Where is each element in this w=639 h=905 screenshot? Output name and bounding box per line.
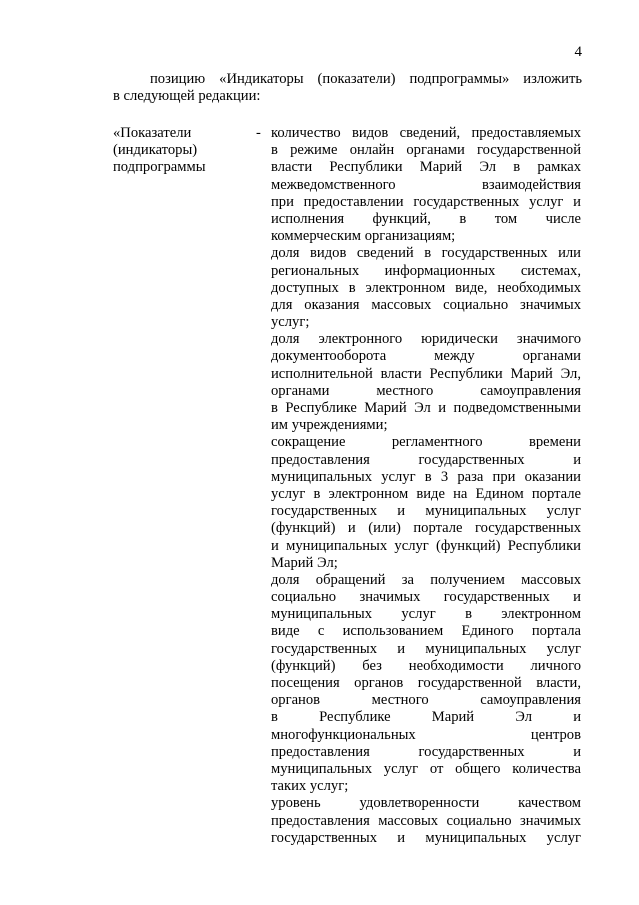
indicators-content — [271, 125, 581, 847]
page-number: 4 — [574, 44, 582, 60]
content-line: и муниципальных услуг (функций) Республики — [271, 537, 581, 554]
content-line: исполнительной власти Республики Марий Эл, — [271, 365, 581, 382]
content-line: документооборота между органами — [271, 348, 581, 365]
content-line: региональных информационных системах, — [271, 262, 581, 279]
content-line: посещения органов государственной власти, — [271, 675, 581, 691]
content-line: услуг; — [271, 314, 310, 331]
content-line: исполнения функций, в том числе — [271, 210, 581, 227]
content-line: доля обращений за получением массовых — [271, 571, 581, 588]
content-line: коммерческим организациям; — [271, 228, 456, 245]
content-line: (функций) и (или) портале государственных — [271, 520, 581, 537]
content-line: в Республике Марий Эл и — [271, 709, 581, 726]
content-line: сокращение регламентного времени — [271, 434, 581, 451]
content-line: межведомственного взаимодействия — [271, 176, 581, 193]
label-line-3: подпрограммы — [113, 159, 206, 176]
content-line: при предоставлении государственных услуг и — [271, 193, 581, 210]
content-line: количество видов сведений, предоставляемых — [271, 125, 581, 141]
content-line: многофункциональных центров — [271, 726, 581, 743]
content-line: предоставления государственных и — [271, 451, 581, 468]
content-line: муниципальных услуг в 3 раза при оказании — [271, 468, 581, 485]
content-line: для оказания массовых социально значимых — [271, 296, 581, 313]
intro-line-1: позицию «Индикаторы (показатели) подпрограммы» изложить — [150, 71, 582, 87]
content-line: социально значимых государственных и — [271, 589, 581, 606]
content-line: им учреждениями; — [271, 417, 388, 434]
intro-paragraph — [113, 71, 582, 105]
content-line: доступных в электронном виде, необходимых — [271, 279, 581, 296]
content-line: муниципальных услуг от общего количества — [271, 760, 581, 777]
content-line: государственных и муниципальных услуг — [271, 503, 581, 520]
content-line: предоставления государственных и — [271, 743, 581, 760]
content-line: доля электронного юридически значимого — [271, 331, 581, 348]
content-line: государственных и муниципальных услуг — [271, 640, 581, 657]
content-line: в режиме онлайн органами государственной — [271, 142, 581, 159]
content-line: услуг в электронном виде на Едином портале — [271, 485, 581, 502]
content-line: в Республике Марий Эл и подведомственными — [271, 400, 581, 416]
intro-line-2: в следующей редакции: — [113, 88, 261, 105]
content-line: таких услуг; — [271, 778, 349, 795]
content-line: Марий Эл; — [271, 554, 338, 571]
separator-dash: - — [256, 125, 261, 141]
label-line-1: «Показатели — [113, 125, 192, 141]
content-line: государственных и муниципальных услуг — [271, 829, 581, 846]
indicators-label — [113, 125, 253, 177]
content-line: органов местного самоуправления — [271, 692, 581, 709]
content-line: уровень удовлетворенности качеством — [271, 795, 581, 812]
content-line: (функций) без необходимости личного — [271, 657, 581, 674]
content-line: доля видов сведений в государственных или — [271, 245, 581, 262]
content-line: муниципальных услуг в электронном — [271, 606, 581, 623]
label-line-2: (индикаторы) — [113, 142, 198, 159]
content-line: органами местного самоуправления — [271, 382, 581, 399]
content-line: предоставления массовых социально значимых — [271, 812, 581, 829]
content-line: виде с использованием Единого портала — [271, 623, 581, 640]
content-line: власти Республики Марий Эл в рамках — [271, 159, 581, 176]
